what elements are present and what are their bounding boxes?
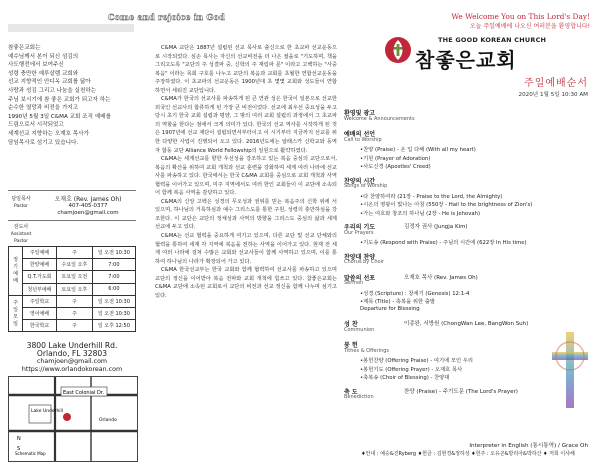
section-title: 환영및 광고 [344, 110, 376, 117]
section-item: •봉헌찬양 (Offering Praise) - 여기에 모인 우리 [360, 358, 474, 364]
history-paragraph: C&MA의 신앙 고백은 성경의 무오성과 권위를 믿는 복음주의 신학 위에 서 있으며, 하나님의 거룩하심과 예수 그리스도를 통한 구원, 성령의 충만하심을 강조한다. 이 교단은 교단의 정체성과 사역의 방향을 그리스도 중심의 삶과 세계 선교에 두고 있다. [155, 198, 337, 231]
schedule-time: 수요일 오후 [56, 259, 92, 271]
section-title: 말씀의 선포 [344, 274, 376, 282]
schedule-time: 7:00 [92, 259, 135, 271]
map-label-lake: Lake Underhill [31, 409, 64, 414]
schedule-time: 일 오후 12:50 [92, 320, 135, 332]
cma-history-text [155, 44, 337, 300]
history-paragraph: C&MA는 세계선교를 향한 우선성을 강조하고 있는 복음 중심의 교단으로서, 복음의 확산을 위하여 교회 개척과 선교 훈련을 강화하며 세계 여러 나라에 선교사를 파송하고 있다. 한국에서는 한국 C&MA 교회를 중심으로 교회 개척과 사역 협력을 이어가고 있으며, 미주 지역에서도 여러 한인 교회들이 이 교단에 소속되어 함께 복음 사역을 감당하고 있다. [155, 156, 337, 197]
section-leader: 이종완, 서방원 (ChongWan Lee, BangWon Suh) [404, 321, 529, 327]
staff-info [40, 196, 136, 217]
history-paragraph: C&MA 교단은 1887년 설립된 선교 목사로 출신으로 한 초교파 선교운동으로 시작되었다. 심손 목사는 자신의 선교비전을 더 나은 절을로 "기도하며, 책을 그리고도록 "교단의 주 성결파 중, 신학의 주 재림파 문" 이라고 고백하는 "사중 복음" 이라는 목회 구호를 나누고 교단의 복음과 교회를 초월한 연합선교운동을 주장하였다. 이 초교파의 선교운동은 1900년대 초 몇몇 교회와 성도들이 연합하면서 세워진 교단입니다. [155, 45, 337, 94]
schedule-table [8, 246, 136, 332]
staff-role [10, 224, 32, 245]
schedule-time: 7:00 [92, 271, 135, 283]
section-subtitle: Chorus by Choir [344, 259, 385, 265]
intro-line: 1990년 5월 3일 C&MA 교회 조직 예배를 [8, 113, 111, 120]
map-label-schematic: Schematic Map [15, 451, 46, 456]
schedule-event: 한국학교 [23, 320, 57, 332]
intro-line: 세계선교 지향하는 오재호 목사가 [8, 130, 89, 137]
schedule-time: 토요일 오전 [56, 271, 92, 283]
schedule-time: 주 [56, 307, 92, 319]
staff-assistant [8, 224, 136, 242]
section-title: 찬양의 시간 [344, 177, 376, 185]
section-subtitle: Welcome & Announcements [344, 115, 415, 122]
section-leader: 오재호 목사 (Rev. James Oh) [404, 274, 478, 281]
divider [8, 220, 136, 221]
intro-line: 선교 지향적인 안디옥 교회를 닮아 [8, 79, 91, 86]
schedule-row [9, 295, 136, 307]
section-item: •제목 (Title) - 축복을 위한 출발 [360, 299, 435, 305]
pastor-name: 오재호 (Rev. James Oh) [54, 196, 122, 203]
section-subtitle: Call to Worship [344, 136, 382, 143]
section-item: •시온의 영광이 빛나는 아침 (550장 - Hail to the brightness of Zion's) [360, 202, 533, 208]
church-website[interactable]: https://www.orlandokorean.com [21, 366, 123, 373]
intro-line: 참좋은교회는 [8, 45, 41, 51]
service-helpers: ♦안내 : 예승&진Ryberg ♦헌금 : 김현경&정하성 ♦헌주 : 오유곤&방리아&박하산 ♦ 저희 이샤해 [361, 451, 575, 457]
section-item: •봉헌기도 (Offering Prayer) - 오재호 목사 [360, 366, 463, 373]
section-subtitle: Songs of Worship [344, 183, 388, 189]
schedule-event: 한양예배 [23, 259, 57, 271]
map-label-colonial: East Colonial Dr. [63, 390, 105, 396]
section-subtitle: Tithes & Offerings [344, 347, 390, 354]
logo-icon [384, 36, 412, 64]
pastor-phone: 407-405-0377 [68, 203, 108, 209]
section-item: Departure for Blessing [360, 305, 420, 312]
section-title: 우리의 기도 [344, 224, 376, 231]
section-title: 성 찬 [344, 321, 358, 328]
schedule-row [9, 271, 136, 283]
schedule-row [9, 320, 136, 332]
staff-block [8, 192, 136, 244]
section-leader: 찬양 (Praise) - 주기도문 (The Lord's Prayer) [404, 388, 518, 395]
intro-line: 사랑과 성김 그리고 나눔을 실천하는 [8, 87, 97, 94]
history-paragraph: C&MA가 한국의 선교사를 파송하게 된 큰 연관 성은 한국이 일본으로 선교한 외국인 선교사의 합류하게 된 가장 큰 비전이었다. 선교에 최우선 중요성을 두고 당시 초기 한국 교회 설립과 평양, 그 밖의 여러 교회 설립의 과정에서 그 초교파의 역할을 한다는 점에서 크게 의미가 있다. 한국의 선교 역사를 시작하게 된 것은 1907년에 선교 재단이 설립되면서부터이고 이 시기부터 지금까지 선교를 위한 다양한 사업이 진행되어 오고 있다. 2016년도에는 알래스카 신학교와 동역자 합동 교단 Alliance World Fellowship의 일원으로 활약하였다. [155, 96, 337, 154]
schedule-event: 영어예배 [23, 307, 57, 319]
section-item: •기원 (Prayer of Adoration) [360, 155, 431, 162]
section-item: •가는 여호와 창조의 하나님 (2장 - He is Jehovah) [360, 210, 481, 217]
schedule-time: 주 [56, 247, 92, 259]
welcome-english: We Welcome You on This Lord's Day! [451, 12, 590, 21]
service-title: 주일예배순서 [524, 78, 588, 89]
staff-role-en: Pastor [14, 204, 28, 209]
staff-role-ko: 전도사 [13, 224, 29, 230]
address-street: 3800 Lake Underhill Rd. [26, 341, 118, 350]
section-item: •찬양 (Praise) - 온 입 다해 (With all my heart) [360, 147, 476, 153]
staff-role [10, 196, 32, 210]
schedule-time: 일 오전 10:30 [92, 295, 135, 307]
section-item: •사도신경 (Apostles' Creed) [360, 164, 431, 170]
divider [8, 190, 136, 191]
left-title: Come and rejoice in God [108, 12, 226, 22]
intro-line: 예수님께서 본이 되신 섬김의 [8, 53, 79, 60]
order-of-worship [344, 108, 592, 438]
intro-line: 사도행전에서 보여주신 [8, 62, 64, 69]
schedule-time: 주 [56, 295, 92, 307]
schematic-map [8, 376, 138, 462]
schedule-row [9, 259, 136, 271]
church-location-marker [63, 413, 71, 421]
map-graphic [9, 377, 137, 461]
section-title: 찬양대 찬양 [344, 253, 376, 261]
intro-line: 드림으로서 시작되었고 [8, 122, 64, 129]
left-title-bar [8, 24, 134, 32]
section-item: •다 찬양하여라 (21장 - Praise to the Lord, the Almighty) [360, 193, 503, 200]
section-title: 봉 헌 [344, 342, 358, 349]
section-subtitle: Our Prayers [344, 229, 374, 236]
intro-line: 성령 충만한 예루살렘 교회와 [8, 70, 79, 77]
compass-north: N [17, 436, 21, 442]
schedule-row [9, 307, 136, 319]
church-name-english: THE GOOD KOREAN CHURCH [438, 36, 547, 44]
section-title: 축 도 [344, 388, 358, 396]
staff-role-ko: 담임목사 [11, 196, 31, 202]
lake-box [29, 405, 51, 423]
section-leader: 김정자 권사 (Jungja Kim) [404, 224, 468, 230]
section-item: •기도송 (Respond with Praise) - 주님의 시간에 (622장 In His time) [360, 240, 527, 246]
intro-line: 순수한 열망과 비전을 가지고 [8, 105, 79, 112]
section-subtitle: Benediction [344, 394, 374, 400]
schedule-event: 주일예배 [23, 247, 57, 259]
church-logo [384, 36, 412, 64]
service-date: 2020년 1월 5일 10:30 AM [518, 92, 588, 98]
welcome-korean: 오늘 주일예배에 나오신 여러분을 환영합니다! [469, 23, 590, 30]
schedule-time: 주 [56, 320, 92, 332]
history-paragraph: C&MA 한국선교부는 한국 교회와 함께 협력하여 선교사를 파송하고 있으며 교단의 정신을 이어받아 복음 전파와 교회 개척에 힘쓰고 있다. 참좋은교회는 C&MA 교단에 소속된 교회로서 교단의 비전과 선교 정신을 함께 나누며 섬기고 있다. [155, 267, 337, 299]
pastor-email[interactable]: chamjoen@gmail.com [57, 210, 119, 216]
schedule-group: 정 기 예 배 [9, 247, 23, 296]
intro-line: 주님 보시기에 참 좋은 교회가 되고자 하는 [8, 96, 111, 103]
intro-line: 담임목사로 섬기고 있습니다. [8, 139, 79, 146]
compass-south: S [17, 446, 21, 452]
church-email[interactable]: chamjoen@gmail.com [36, 358, 108, 365]
schedule-row [9, 283, 136, 295]
staff-pastor [8, 196, 136, 218]
church-address [8, 342, 136, 374]
address-city: Orlando, FL 32803 [36, 349, 108, 358]
church-name-korean: 참좋은교회 [415, 48, 517, 72]
schedule-time: 일 오전 10:30 [92, 307, 135, 319]
section-title: 예배의 선언 [344, 131, 376, 138]
schedule-event: Q.T.가도회 [23, 271, 57, 283]
history-paragraph: C&MA는 선교 협력을 중요하게 여기고 있으며, 다른 교단 및 선교 단체와의 협력을 통하여 세계 각 지역에 복음을 전하는 사역을 이어가고 있다. 현재 전 세계 여러 나라에 걸쳐 수많은 교회와 선교사들이 함께 사역하고 있으며, 이를 통하여 하나님의 나라가 확장되어 가고 있다. [155, 233, 337, 265]
schedule-time: 토요일 오후 [56, 283, 92, 295]
schedule-row [9, 247, 136, 259]
church-intro [8, 44, 136, 147]
schedule-event: 청년부예배 [23, 283, 57, 295]
section-subtitle: Communion [344, 326, 375, 333]
section-subtitle: Sermon [344, 280, 364, 286]
schedule-group: 주 일 모 임 [9, 295, 23, 332]
schedule-time: 일 오전 10:30 [92, 247, 135, 259]
interpreter: Interpreter in English (통시통역) / Grace Oh [469, 443, 588, 449]
schedule-time: 6:00 [92, 283, 135, 295]
section-item: •축복송 (Choir of Blessing) - 찬양대 [360, 375, 450, 381]
staff-role-en: Assistant Pastor [10, 232, 32, 244]
section-item: •성경 (Scripture) : 창세기 (Genesis) 12:1-4 [360, 290, 470, 297]
map-label-orlando: Orlando [99, 418, 117, 423]
schedule-event: 주일학교 [23, 295, 57, 307]
